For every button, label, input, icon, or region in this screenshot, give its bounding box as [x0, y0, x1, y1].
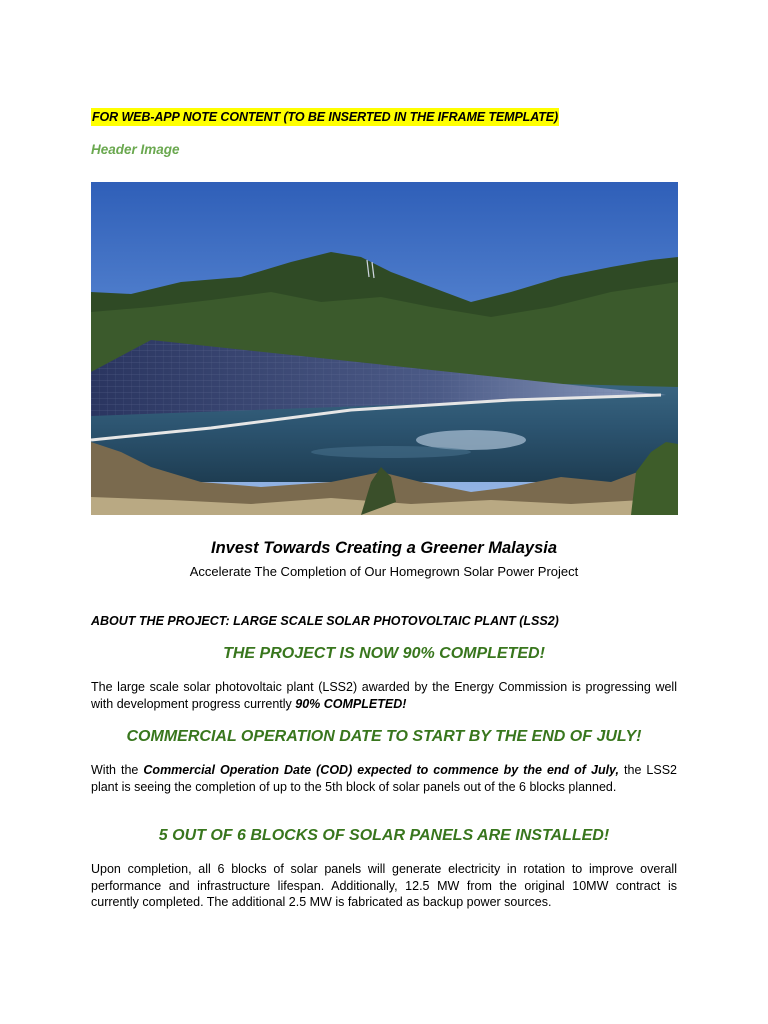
section1-text: The large scale solar photovoltaic plant (LSS2) awarded by the Energy Commission is progressing well with development progress currently — [91, 680, 677, 711]
note-title: FOR WEB-APP NOTE CONTENT (TO BE INSERTED IN THE IFRAME TEMPLATE) — [92, 110, 559, 124]
section2-text-before: With the — [91, 763, 144, 777]
section1-paragraph — [91, 679, 677, 712]
section3-paragraph: Upon completion, all 6 blocks of solar panels will generate electricity in rotation to improve overall performance and infrastructure lifespan. Additionally, 12.5 MW from the original 10MW contract is currently completed. The additional 2.5 MW is fabricated as backup power sources. — [91, 862, 677, 909]
section2-heading: COMMERCIAL OPERATION DATE TO START BY THE END OF JULY! — [126, 728, 642, 745]
page-subtitle: Accelerate The Completion of Our Homegrown Solar Power Project — [189, 564, 579, 579]
about-project-heading: ABOUT THE PROJECT: LARGE SCALE SOLAR PHOTOVOLTAIC PLANT (LSS2) — [91, 614, 559, 628]
header-image-floating-solar-farm — [91, 182, 678, 515]
page-title: Invest Towards Creating a Greener Malaysia — [210, 539, 558, 557]
section2-paragraph — [91, 762, 677, 795]
section1-bold-text: 90% COMPLETED! — [295, 696, 407, 711]
header-image-label: Header Image — [91, 142, 180, 157]
section3-heading: 5 OUT OF 6 BLOCKS OF SOLAR PANELS ARE INSTALLED! — [158, 827, 610, 844]
section2-text-after: the LSS2 plant is seeing the completion of up to the 5th block of solar panels out of the 6 blocks planned. — [91, 763, 677, 794]
section2-bold-text: Commercial Operation Date (COD) expected to commence by the end of July, — [143, 763, 620, 777]
section1-heading: THE PROJECT IS NOW 90% COMPLETED! — [223, 645, 545, 662]
